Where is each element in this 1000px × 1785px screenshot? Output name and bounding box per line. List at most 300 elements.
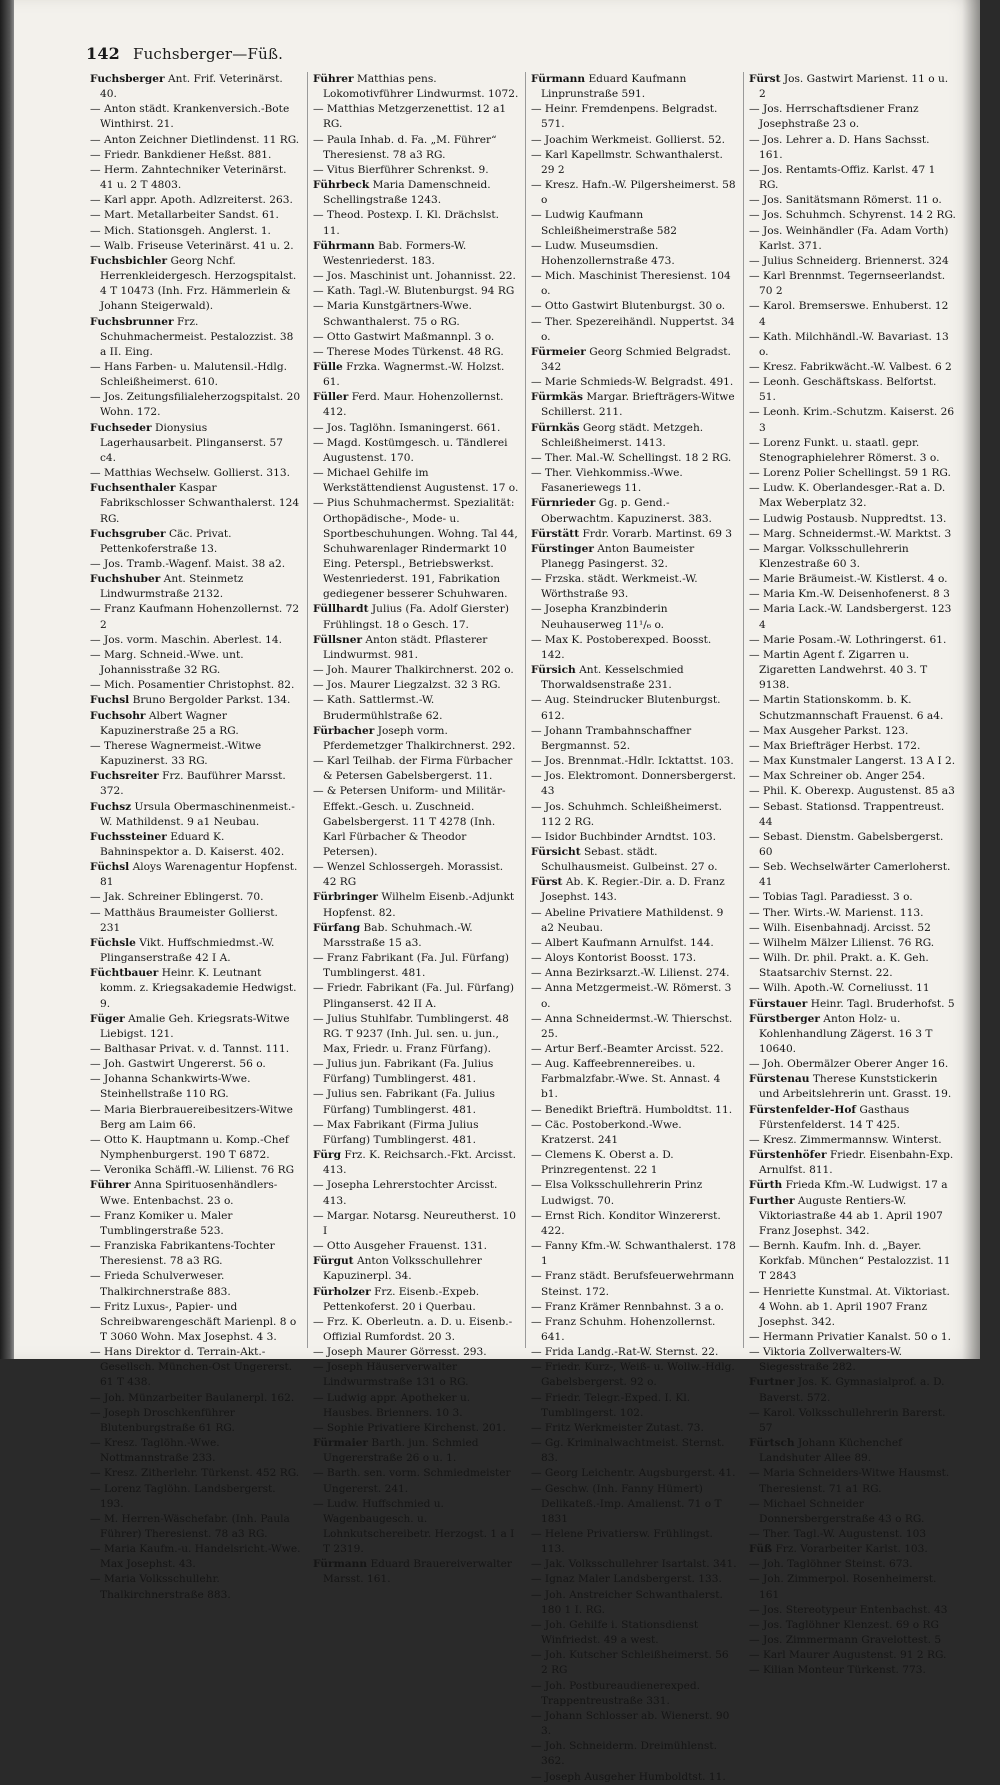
entry-text: Eduard Brauereiverwalter Marsst. 161.	[322, 1558, 512, 1586]
directory-entry	[90, 572, 301, 602]
entry-surname: Füchsl	[90, 861, 130, 874]
entry-text: — Karl Brennmst. Tegernseerlandst. 70 2	[748, 270, 946, 298]
entry-text: — Helene Privatiersw. Frühlingst. 113.	[530, 1528, 713, 1556]
directory-entry	[749, 1072, 956, 1102]
entry-text: — Joachim Werkmeist. Gollierst. 52.	[530, 133, 725, 146]
entry-text: Friedr. Eisenbahn-Exp. Arnulfst. 811.	[758, 1149, 954, 1177]
entry-text: — Max Schreiner ob. Anger 254.	[748, 770, 926, 783]
directory-entry	[749, 572, 956, 587]
directory-entry	[313, 133, 519, 163]
entry-surname: Fuchsl	[90, 694, 130, 707]
entry-text: — Seb. Wechselwärter Camerloherst. 41	[748, 861, 951, 889]
directory-entry	[90, 890, 301, 905]
entry-text: — Ther. Spezereihändl. Nuppertst. 34 o.	[530, 315, 735, 343]
directory-entry	[531, 724, 737, 754]
directory-entry	[749, 299, 956, 329]
entry-surname: Fürstenau	[748, 1073, 810, 1086]
directory-entry	[749, 1345, 956, 1375]
entry-surname: Further	[748, 1194, 795, 1207]
page-edge-shadow	[962, 0, 980, 1359]
entry-surname: Fürnkäs	[530, 421, 580, 434]
directory-entry	[90, 1406, 301, 1436]
entry-text: — Maria Kunstgärtners-Wwe. Schwanthalerst. 75 o RG.	[312, 300, 472, 328]
entry-surname: Fürst	[748, 73, 781, 85]
directory-entry	[749, 269, 956, 299]
entry-text: — Maria Lack.-W. Landsbergerst. 123 4	[748, 603, 952, 631]
directory-entry	[313, 299, 519, 329]
entry-surname: Fürg	[312, 1149, 341, 1162]
entry-text: — Jos. Brennmat.-Hdlr. Icktattst. 103.	[530, 755, 734, 768]
entry-surname: Fuchsbrunner	[90, 315, 174, 328]
directory-entry	[749, 527, 956, 542]
entry-text: — Clemens K. Oberst a. D. Prinzregentenst. 22 1	[530, 1149, 674, 1177]
entry-text: — Georg Leichentr. Augsburgerst. 41.	[530, 1467, 736, 1480]
entry-surname: Fuchsenthaler	[90, 482, 176, 495]
directory-entry	[749, 1133, 956, 1148]
entry-text: Bab. Formers-W. Westenriederst. 183.	[322, 239, 467, 267]
entry-text: — Maria Kaufm.-u. Handelsricht.-Wwe. Max Josephst. 43.	[90, 1543, 301, 1571]
entry-text: — Ther. Mal.-W. Schellingst. 18 2 RG.	[530, 451, 732, 464]
directory-entry	[90, 193, 301, 208]
directory-entry	[90, 1391, 301, 1406]
directory-entry	[313, 345, 519, 360]
directory-entry	[749, 1497, 956, 1527]
entry-surname: Fürth	[748, 1179, 783, 1192]
entry-text: Bruno Bergolder Parkst. 134.	[132, 694, 291, 707]
directory-entry	[749, 436, 956, 466]
entry-text: — Joseph Droschkenführer Blutenburgstraße 61 RG.	[90, 1406, 235, 1434]
directory-entry	[749, 587, 956, 602]
directory-entry	[90, 633, 301, 648]
directory-entry	[90, 648, 301, 678]
directory-entry	[531, 1588, 737, 1618]
directory-entry	[313, 1360, 519, 1390]
directory-entry	[749, 1148, 956, 1178]
directory-entry	[749, 375, 956, 405]
directory-entry	[313, 1178, 519, 1208]
entry-text: — Julius Schneiderg. Briennerst. 324	[748, 254, 949, 267]
entry-text: — Anna Bezirksarzt.-W. Lilienst. 274.	[530, 967, 730, 980]
entry-text: — Franz Schuhm. Hohenzollernst. 641.	[530, 1315, 716, 1343]
entry-text: — Joh. Kutscher Schleißheimerst. 56 2 RG	[530, 1649, 729, 1677]
directory-entry	[531, 1300, 737, 1315]
entry-text: — Martin Agent f. Zigarren u. Zigaretten Landwehrst. 40 3. T 9138.	[748, 648, 928, 692]
entry-text: — Maria Schneiders-Witwe Hausmst. Theresienst. 71 a1 RG.	[748, 1467, 950, 1495]
directory-entry	[749, 1178, 956, 1193]
entry-surname: Führer	[312, 73, 354, 85]
directory-entry	[313, 330, 519, 345]
entry-text: Frz. Eisenb.-Expeb. Pettenkoferst. 20 i Querbau.	[322, 1285, 480, 1313]
directory-entry	[749, 1194, 956, 1239]
directory-entry	[90, 466, 301, 481]
directory-entry	[90, 1178, 301, 1208]
entry-text: — Aug. Steindrucker Blutenburgst. 612.	[530, 694, 721, 722]
page-header	[86, 44, 283, 63]
directory-entry	[90, 1209, 301, 1239]
entry-text: — Julius sen. Fabrikant (Fa. Julius Fürfang) Tumblingerst. 481.	[312, 1088, 495, 1116]
directory-entry	[531, 299, 737, 314]
entry-surname: Fuchsreiter	[90, 770, 159, 783]
directory-entry	[313, 72, 519, 102]
entry-text: — Johann Trambahnschaffner Bergmannst. 52.	[530, 724, 692, 752]
directory-entry	[531, 951, 737, 966]
entry-text: — Theod. Postexp. I. Kl. Drächslst. 11.	[312, 209, 499, 237]
directory-entry	[90, 224, 301, 239]
directory-entry	[749, 1375, 956, 1405]
directory-entry	[313, 1466, 519, 1496]
entry-text: — Balthasar Privat. v. d. Tannst. 111.	[90, 1043, 290, 1055]
entry-text: — Franziska Fabrikantens-Tochter Theresienst. 78 a3 RG.	[90, 1240, 275, 1268]
entry-text: — Anna Metzgermeist.-W. Römerst. 3 o.	[530, 982, 732, 1010]
directory-entry	[749, 648, 956, 693]
entry-text: — Fritz Werkmeister Zutast. 73.	[530, 1421, 704, 1434]
directory-entry	[749, 1633, 956, 1648]
entry-text: — Max Briefträger Herbst. 172.	[748, 739, 921, 752]
entry-text: — Joh. Anstreicher Schwanthalerst. 180 1 I. RG.	[530, 1588, 723, 1616]
directory-entry	[531, 845, 737, 875]
entry-text: — Lorenz Funkt. u. staatl. gepr. Stenographielehrer Römerst. 3 o.	[748, 436, 940, 464]
entry-text: Georg städt. Metzgeh. Schleißheimerst. 1413.	[540, 421, 704, 449]
entry-text: — Hermann Privatier Kanalst. 50 o 1.	[748, 1330, 952, 1343]
entry-text: — Friedr. Kurz-, Weiß- u. Wollw.-Hdlg. Gabelsbergerst. 92 o.	[530, 1361, 735, 1389]
directory-entry	[531, 633, 737, 663]
directory-entry	[90, 1512, 301, 1542]
entry-text: Ursula Obermaschinenmeist.-W. Mathildenst. 9 a1 Neubau.	[100, 800, 295, 828]
directory-entry	[313, 163, 519, 178]
entry-text: — Anna Schneidermst.-W. Thierschst. 25.	[530, 1012, 733, 1040]
directory-page	[14, 0, 980, 1783]
directory-entry	[749, 981, 956, 996]
entry-text: — Anton städt. Krankenversich.-Bote Winthirst. 21.	[90, 103, 290, 131]
directory-entry	[531, 1360, 737, 1390]
directory-entry	[90, 1239, 301, 1269]
directory-entry	[313, 1057, 519, 1087]
entry-text: — Wilh. Apoth.-W. Corneliusst. 11	[748, 982, 930, 995]
entry-surname: Füger	[90, 1012, 125, 1025]
entry-text: Anton städt. Pflasterer Lindwurmst. 981.	[322, 633, 488, 661]
entry-text: Julius (Fa. Adolf Gierster) Frühlingst. 18 o Gesch. 17.	[322, 603, 509, 631]
entry-text: Sebast. städt. Schulhausmeist. Gulbeinst. 27 o.	[540, 845, 718, 874]
entry-text: — Ther. Wirts.-W. Marienst. 113.	[748, 906, 924, 919]
entry-text: Vikt. Huffschmiedmst.-W. Plinganserstraße 42 I A.	[100, 936, 275, 965]
directory-entry	[313, 1254, 519, 1284]
entry-text: — Jos. Taglöhn. Ismaningerst. 661.	[312, 421, 501, 434]
directory-entry	[531, 1103, 737, 1118]
directory-entry	[90, 769, 301, 799]
directory-entry	[531, 1739, 737, 1769]
entry-text: — Mich. Posamentier Christophst. 82.	[90, 679, 295, 692]
entry-surname: Fürstberger	[748, 1012, 820, 1025]
directory-entry	[749, 633, 956, 648]
directory-entry	[90, 602, 301, 632]
directory-entry	[90, 239, 301, 254]
entry-text: — Jak. Schreiner Eblingerst. 70.	[90, 891, 264, 904]
directory-entry	[90, 1345, 301, 1390]
entry-text: — Franz Kaufmann Hohenzollernst. 72 2	[90, 603, 300, 631]
entry-text: — Lorenz Polier Schellingst. 59 1 RG.	[748, 467, 951, 480]
entry-text: — Isidor Buchbinder Arndtst. 103.	[530, 830, 716, 843]
entry-text: — Geschw. (Inh. Fanny Hümert) Delikateß.-Imp. Amalienst. 71 o T 1831	[530, 1482, 722, 1525]
directory-entry	[313, 981, 519, 1011]
directory-entry	[531, 1527, 737, 1557]
entry-text: Aloys Warenagentur Hopfenst. 81	[100, 861, 298, 889]
entry-text: — Joh. Taglöhner Steinst. 673.	[748, 1558, 913, 1571]
entry-text: — Anton Zeichner Dietlindenst. 11 RG.	[90, 133, 300, 146]
entry-surname: Fürbringer	[312, 891, 379, 904]
directory-entry	[313, 1315, 519, 1345]
entry-text: Frz. K. Reichsarch.-Fkt. Arcisst. 413.	[322, 1149, 516, 1177]
entry-surname: Fürstenfelder-Hof	[748, 1103, 856, 1116]
directory-entry	[531, 602, 737, 632]
directory-entry	[531, 72, 737, 102]
entry-surname: Furtner	[748, 1376, 795, 1389]
directory-entry	[749, 724, 956, 739]
entry-text: — Ludw. Museumsdien. Hohenzollernstraße 473.	[530, 239, 675, 267]
entry-surname: Fuchseder	[90, 421, 152, 434]
entry-text: — Jos. vorm. Maschin. Aberlest. 14.	[90, 633, 282, 646]
directory-entry	[749, 1330, 956, 1345]
directory-entry	[749, 1618, 956, 1633]
entry-surname: Fürbacher	[312, 724, 375, 737]
column-4	[744, 72, 962, 1677]
directory-entry	[531, 1557, 737, 1572]
directory-entry	[749, 754, 956, 769]
directory-entry	[90, 163, 301, 193]
entry-text: — Marie Bräumeist.-W. Kistlerst. 4 o.	[748, 573, 948, 586]
directory-entry	[90, 1133, 301, 1163]
entry-text: — Ludwig appr. Apotheker u. Hausbes. Brienners. 10 3.	[312, 1391, 471, 1419]
directory-entry	[531, 754, 737, 769]
directory-entry	[531, 572, 737, 602]
entry-text: Ant. Frif. Veterinärst. 40.	[100, 73, 283, 101]
entry-text: Frdr. Vorarb. Martinst. 69 3	[582, 527, 733, 540]
directory-entry	[90, 860, 301, 890]
directory-entry	[531, 830, 737, 845]
entry-text: — Jak. Volksschullehrer Isartalst. 341.	[530, 1558, 737, 1571]
entry-text: — Aug. Kaffeebrennereibes. u. Farbmalzfabr.-Wwe. St. Annast. 4 b1.	[530, 1058, 721, 1101]
entry-text: — Marg. Schneid.-Wwe. unt. Johannisstraße 32 RG.	[90, 648, 244, 677]
entry-text: — Kresz. Zimmermannsw. Winterst.	[748, 1133, 942, 1146]
entry-text: — Elsa Volksschullehrerin Prinz Ludwigst. 70.	[530, 1179, 703, 1207]
directory-entry	[313, 921, 519, 951]
directory-entry	[313, 421, 519, 436]
directory-entry	[90, 72, 301, 102]
entry-text: Bab. Schuhmach.-W. Marsstraße 15 a3.	[322, 921, 473, 949]
entry-text: — Otto K. Hauptmann u. Komp.-Chef Nymphenburgerst. 190 T 6872.	[90, 1133, 289, 1162]
entry-text: — Ludw. K. Oberlandesger.-Rat a. D. Max Weberplatz 32.	[748, 482, 946, 510]
entry-text: Frz. Vorarbeiter Karlst. 103.	[775, 1543, 928, 1556]
entry-text: — Michael Gehilfe im Werkstättendienst Augustenst. 17 o.	[312, 467, 519, 495]
entry-text: Jos. Gastwirt Marienst. 11 o u. 2	[758, 73, 949, 101]
entry-text: — Cäc. Postoberkond.-Wwe. Kratzerst. 241	[530, 1118, 682, 1146]
entry-text: — M. Herren-Wäschefabr. (Inh. Paula Führer) Theresienst. 78 a3 RG.	[90, 1512, 290, 1540]
directory-entry	[749, 1057, 956, 1072]
entry-text: — Wilhelm Mälzer Lilienst. 76 RG.	[748, 936, 935, 949]
directory-entry	[749, 830, 956, 860]
entry-text: — Ther. Tagl.-W. Augustenst. 103	[748, 1528, 927, 1540]
entry-text: — Ernst Rich. Konditor Winzererst. 422.	[530, 1209, 721, 1237]
directory-entry	[313, 466, 519, 496]
directory-entry	[749, 1572, 956, 1602]
directory-entry	[90, 709, 301, 739]
entry-text: — Jos. Zeitungsfilialeherzogspitalst. 20 Wohn. 172.	[90, 391, 301, 419]
entry-text: Frieda Kfm.-W. Ludwigst. 17 a	[785, 1179, 948, 1192]
entry-text: — Joh. Postbureaudienerexped. Trappentreustraße 331.	[530, 1679, 700, 1707]
entry-surname: Fürmann	[312, 1558, 368, 1571]
directory-entry	[531, 663, 737, 693]
entry-surname: Füller	[312, 391, 349, 404]
directory-entry	[749, 102, 956, 132]
entry-surname: Fuchsberger	[90, 73, 165, 85]
directory-entry	[749, 208, 956, 223]
entry-surname: Fürfang	[312, 921, 361, 934]
entry-text: Frz. Bauführer Marsst. 372.	[100, 770, 286, 798]
directory-entry	[313, 860, 519, 890]
directory-entry	[90, 360, 301, 390]
directory-entry	[313, 360, 519, 390]
directory-entry	[313, 239, 519, 269]
entry-text: — Jos. Lehrer a. D. Hans Sachsst. 161.	[748, 133, 930, 161]
directory-entry	[90, 254, 301, 315]
directory-entry	[531, 269, 737, 299]
entry-text: Heinr. Tagl. Bruderhofst. 5	[810, 997, 955, 1010]
entry-surname: Fürnrieder	[530, 497, 596, 510]
entry-text: — Matthias Metzgerzenettist. 12 a1 RG.	[312, 103, 507, 131]
entry-text: — Joh. Gehilfe i. Stationsdienst Winfriedst. 49 a west.	[530, 1618, 699, 1647]
directory-entry	[749, 133, 956, 163]
entry-text: Matthias pens. Lokomotivführer Lindwurmst. 1072.	[322, 73, 519, 101]
directory-entry	[531, 148, 737, 178]
entry-text: — Karol. Volksschullehrerin Barerst. 57	[748, 1406, 946, 1434]
directory-entry	[749, 1663, 956, 1678]
entry-text: — Joh. Gastwirt Ungererst. 56 o.	[90, 1058, 266, 1071]
entry-text: — Frzska. städt. Werkmeist.-W. Wörthstraße 93.	[530, 573, 698, 601]
entry-text: — Sebast. Stationsd. Trappentreust. 44	[748, 800, 945, 828]
directory-entry	[531, 1572, 737, 1587]
directory-entry	[90, 739, 301, 769]
entry-text: — Jos. Stereotypeur Entenbachst. 43	[748, 1603, 948, 1616]
entry-text: Joseph vorm. Pferdemetzger Thalkirchnerst. 292.	[322, 724, 516, 752]
entry-text: — Friedr. Bankdiener Heßst. 881.	[90, 148, 272, 161]
directory-entry	[90, 830, 301, 860]
entry-text: — Jos. Maurer Liegzalzst. 32 3 RG.	[312, 679, 501, 692]
directory-entry	[531, 1269, 737, 1299]
entry-text: Auguste Rentiers-W. Viktoriastraße 44 ab 1. April 1907 Franz Josephst. 342.	[758, 1194, 943, 1237]
directory-entry	[313, 1497, 519, 1558]
directory-entry	[90, 208, 301, 223]
directory-entry	[749, 936, 956, 951]
entry-text: Gg. p. Gend.-Oberwachtm. Kapuzinerst. 383.	[540, 497, 712, 525]
directory-entry	[749, 1103, 956, 1133]
entry-surname: Fürstenhöfer	[748, 1149, 827, 1162]
entry-text: — Jos. Taglöhner Klenzest. 69 o RG	[748, 1618, 939, 1631]
directory-entry	[531, 1421, 737, 1436]
entry-text: — Joh. Münzarbeiter Baulanerpl. 162.	[90, 1391, 295, 1404]
directory-entry	[749, 193, 956, 208]
entry-text: — Artur Berf.-Beamter Arcisst. 522.	[530, 1043, 724, 1055]
entry-text: — Fanny Kfm.-W. Schwanthalerst. 178 1	[530, 1240, 736, 1268]
entry-surname: Fürstinger	[530, 542, 594, 555]
entry-text: — Julius Stuhlfabr. Tumblingerst. 48 RG. T 9237 (Inh. Jul. sen. u. jun., Max, Friedr. u. Franz Fürfang).	[312, 1012, 509, 1055]
directory-entry	[531, 1178, 737, 1208]
entry-text: — Bernh. Kaufm. Inh. d. „Bayer. Korkfab. München“ Pestalozzist. 11 T 2843	[748, 1240, 951, 1283]
directory-entry	[313, 724, 519, 754]
entry-text: — Frz. K. Oberleutn. a. D. u. Eisenb.-Offizial Rumfordst. 20 3.	[312, 1315, 513, 1343]
directory-entry	[531, 1391, 737, 1421]
directory-entry	[531, 693, 737, 723]
entry-text: — Heinr. Fremdenpens. Belgradst. 571.	[530, 103, 718, 131]
entry-text: Therese Kunststickerin und Arbeitslehrerin unt. Grasst. 19.	[758, 1073, 952, 1101]
directory-entry	[531, 496, 737, 526]
entry-text: — Friedr. Telegr.-Exped. I. Kl. Tumblingerst. 102.	[530, 1391, 691, 1419]
directory-entry	[313, 1421, 519, 1436]
entry-text: Johann Küchenchef Landshuter Allee 89.	[758, 1437, 903, 1465]
directory-entry	[90, 1072, 301, 1102]
entry-text: — Ludwig Postausb. Nuppredtst. 13.	[748, 512, 947, 525]
entry-text: Barth. jun. Schmied Ungererstraße 26 o u. 1.	[322, 1437, 479, 1465]
entry-surname: Fülle	[312, 360, 343, 373]
entry-text: — Frieda Schulverweser. Thalkirchnerstraße 883.	[90, 1270, 231, 1298]
directory-entry	[313, 1557, 519, 1587]
entry-surname: Füchsle	[90, 936, 136, 949]
directory-entry	[313, 1436, 519, 1466]
directory-entry	[749, 800, 956, 830]
directory-entry	[749, 906, 956, 921]
directory-entry	[749, 1436, 956, 1466]
directory-entry	[313, 890, 519, 920]
directory-entry	[531, 966, 737, 981]
column-1	[90, 72, 308, 1601]
entry-text: — Tobias Tagl. Paradiesst. 3 o.	[748, 891, 913, 904]
entry-text: — Otto Gastwirt Blutenburgst. 30 o.	[530, 300, 726, 313]
entry-text: — Maria Km.-W. Deisenhofenerst. 8 3	[748, 588, 950, 601]
directory-entry	[313, 390, 519, 420]
entry-text: — Franz Fabrikant (Fa. Jul. Fürfang) Tumblingerst. 481.	[312, 952, 509, 980]
entry-text: — Henriette Kunstmal. At. Viktoriast. 4 Wohn. ab 1. April 1907 Franz Josephst. 342.	[748, 1285, 950, 1328]
entry-text: — Kresz. Taglöhn.-Wwe. Nottmannstraße 233.	[90, 1437, 220, 1465]
directory-entry	[90, 1103, 301, 1133]
entry-text: — Max Fabrikant (Firma Julius Fürfang) Tumblingerst. 481.	[312, 1118, 479, 1146]
entry-text: Maria Damenschneid. Schellingstraße 1243.	[322, 179, 491, 207]
directory-entry	[531, 239, 737, 269]
entry-text: — Karl Teilhab. der Firma Fürbacher & Petersen Gabelsbergerst. 11.	[312, 755, 513, 783]
entry-surname: Fuchshuber	[90, 573, 161, 586]
directory-entry	[90, 1572, 301, 1602]
entry-text: — Maria Bierbrauereibesitzers-Witwe Berg am Laim 66.	[90, 1103, 293, 1131]
entry-text: Georg Nchf. Herrenkleidergesch. Herzogspitalst. 4 T 10473 (Inh. Frz. Hämmerlein & Johann Steigerwald).	[100, 254, 297, 313]
entry-text: — Joseph Häuserverwalter Lindwurmstraße 131 o RG.	[312, 1361, 469, 1389]
entry-surname: Fuchssteiner	[90, 830, 167, 843]
directory-entry	[531, 345, 737, 375]
entry-text: — Marie Schmieds-W. Belgradst. 491.	[530, 376, 734, 389]
entry-text: — Pius Schuhmachermst. Spezialität: Orthopädische-, Mode- u. Sportbeschuhungen. Wohng. Tal 44, Schuhwarenlager Rindermarkt 10 Eing. Peterspl., Betriebswerkst. Westenriederst. 191, Fabrikation gediegener besserer Schuhwaren.	[312, 497, 518, 601]
directory-entry	[90, 481, 301, 526]
entry-text: Anton Baumeister Planegg Pasingerst. 32.	[540, 542, 695, 570]
entry-text: — Ludwig Kaufmann Schleißheimerstraße 582	[530, 209, 677, 237]
directory-entry	[531, 769, 737, 799]
directory-entry	[313, 633, 519, 663]
entry-text: — Therese Wagnermeist.-Witwe Kapuzinerst. 33 RG.	[90, 739, 262, 768]
page-number: 142	[86, 44, 120, 63]
directory-entry	[90, 1542, 301, 1572]
entry-text: — Gg. Kriminalwachtmeist. Sternst. 83.	[530, 1437, 725, 1465]
directory-entry	[90, 936, 301, 966]
directory-entry	[313, 678, 519, 693]
entry-text: — Aloys Kontorist Boosst. 173.	[530, 952, 697, 965]
entry-text: — Josepha Kranzbinderin Neuhauserweg 11¹/₆ o.	[530, 603, 668, 631]
entry-text: — Otto Gastwirt Maßmannpl. 3 o.	[312, 330, 495, 343]
entry-text: — Leonh. Geschäftskass. Belfortst. 51.	[748, 376, 937, 404]
